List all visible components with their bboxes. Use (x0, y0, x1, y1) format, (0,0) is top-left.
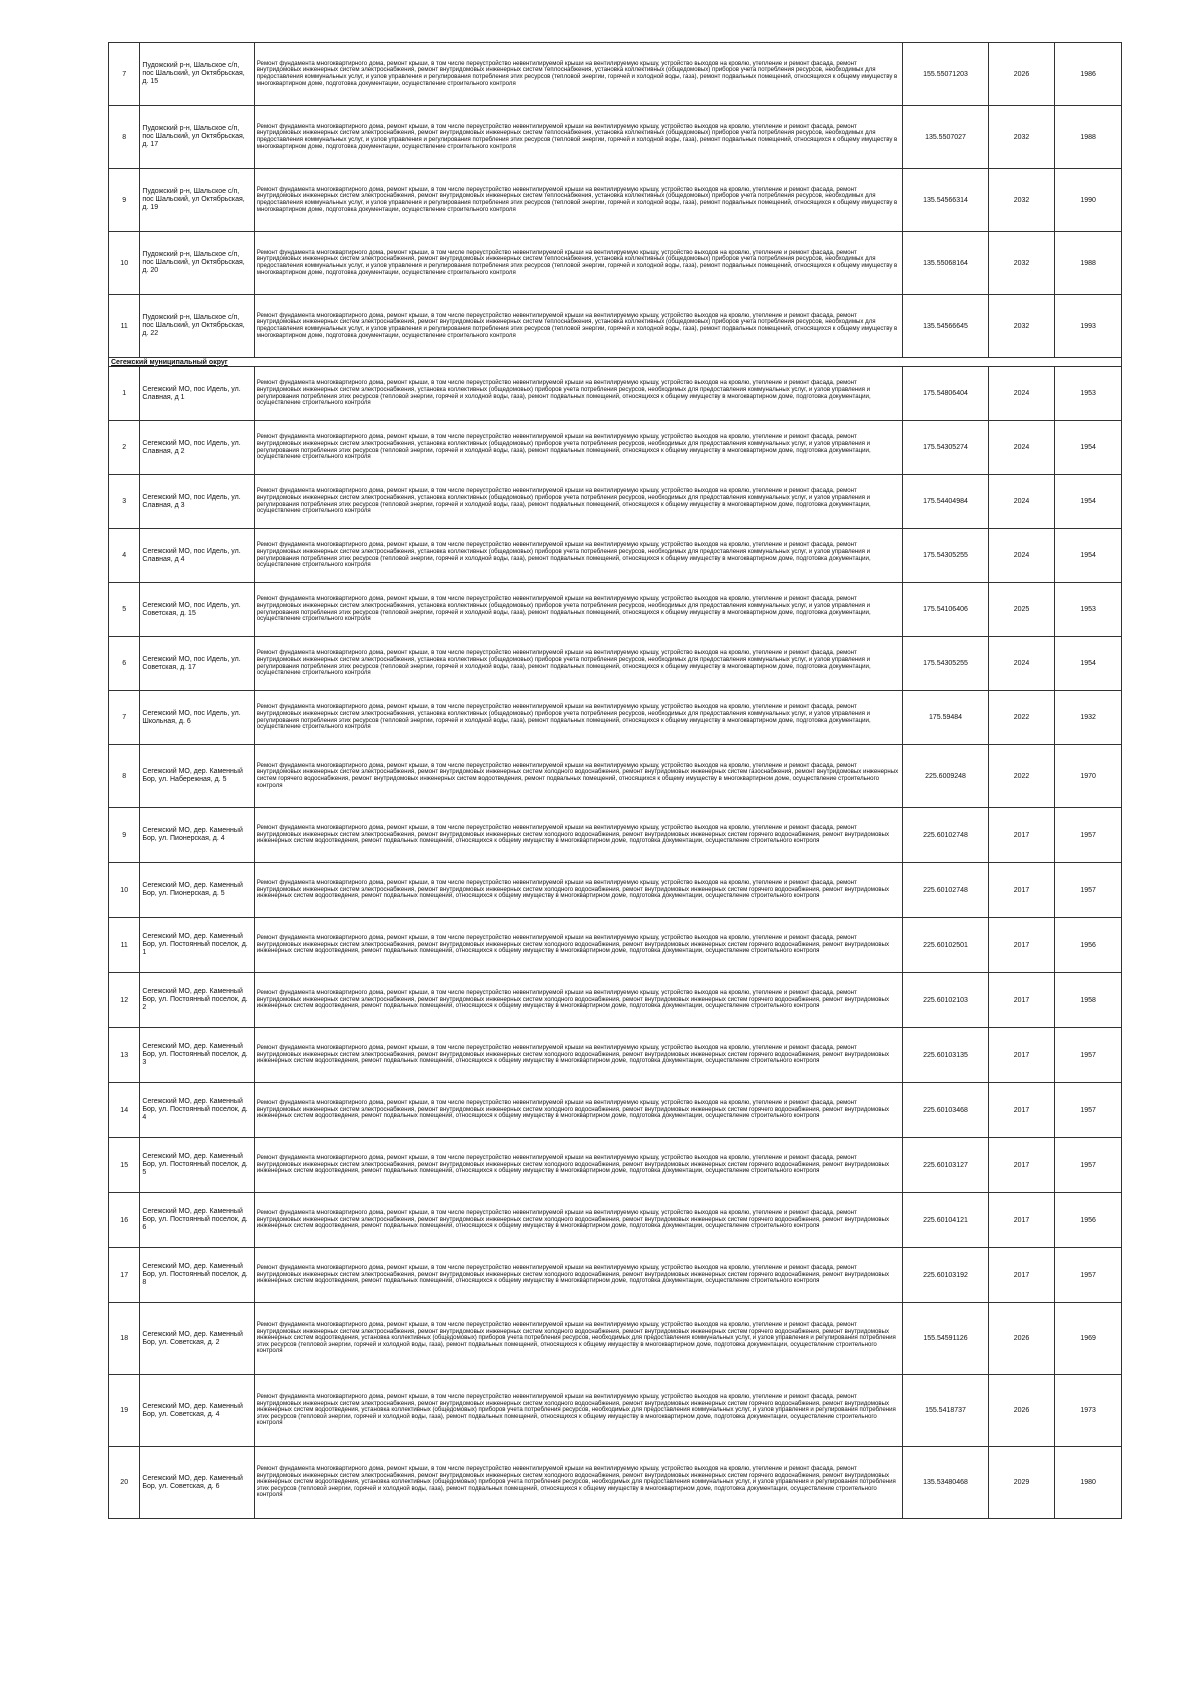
works-cell: Ремонт фундамента многоквартирного дома, ремонт крыши, в том числе переустройство невентилируемой крыши на вентилируемую крышу, устройство выходов на кровлю, утепление и ремонт фасада, ремонт внутридомовых инженерных систем электроснабжения, ремонт внутридомовых инженерных систем холодного водоснабжения, ремонт внутридомовых инженерных систем горячего водоснабжения, ремонт внутридомовых инженерных систем водоотведения, ремонт подвальных помещений, относящихся к общему имуществу в многоквартирном доме, подготовка документации, осуществление строительного контроля (254, 1138, 903, 1193)
address-cell: Сегежский МО, пос Идель, ул. Славная, д 3 (140, 475, 254, 529)
works-cell: Ремонт фундамента многоквартирного дома, ремонт крыши, в том числе переустройство невентилируемой крыши на вентилируемую крышу, устройство выходов на кровлю, утепление и ремонт фасада, ремонт внутридомовых инженерных систем электроснабжения, ремонт внутридомовых инженерных систем холодного водоснабжения, ремонт внутридомовых инженерных систем горячего водоснабжения, ремонт внутридомовых инженерных систем водоотведения, ремонт подвальных помещений, относящихся к общему имуществу в многоквартирном доме, подготовка документации, осуществление строительного контроля (254, 1028, 903, 1083)
row-number-cell: 2 (109, 421, 140, 475)
table-row (109, 1138, 1122, 1193)
address-cell: Сегежский МО, дер. Каменный Бор, ул. Набережная, д. 5 (140, 745, 254, 808)
cadastral-number-cell: 225.60103192 (903, 1248, 988, 1303)
row-number-cell: 9 (109, 169, 140, 232)
row-number-cell: 13 (109, 1028, 140, 1083)
cadastral-number-cell: 135.53480468 (903, 1447, 988, 1519)
cadastral-number-cell: 225.60102103 (903, 973, 988, 1028)
planned-year-cell: 2026 (988, 1375, 1055, 1447)
cadastral-number-cell: 175.54404984 (903, 475, 988, 529)
works-cell: Ремонт фундамента многоквартирного дома, ремонт крыши, в том числе переустройство невентилируемой крыши на вентилируемую крышу, устройство выходов на кровлю, утепление и ремонт фасада, ремонт внутридомовых инженерных систем электроснабжения, ремонт внутридомовых инженерных систем теплоснабжения, установка коллективных (общедомовых) приборов учета потребления ресурсов, необходимых для предоставления коммунальных услуг, и узлов управления и регулирования потребления этих ресурсов (тепловой энергии, горячей и холодной воды, газа), ремонт подвальных помещений, относящихся к общему имуществу в многоквартирном доме, подготовка документации, осуществление строительного контроля (254, 106, 903, 169)
table-row (109, 1083, 1122, 1138)
table-row (109, 1375, 1122, 1447)
build-year-cell: 1980 (1055, 1447, 1122, 1519)
works-cell: Ремонт фундамента многоквартирного дома, ремонт крыши, в том числе переустройство невентилируемой крыши на вентилируемую крышу, устройство выходов на кровлю, утепление и ремонт фасада, ремонт внутридомовых инженерных систем электроснабжения, ремонт внутридомовых инженерных систем холодного водоснабжения, ремонт внутридомовых инженерных систем горячего водоснабжения, ремонт внутридомовых инженерных систем водоотведения, установка коллективных (общедомовых) приборов учета потребления ресурсов, необходимых для предоставления коммунальных услуг, и узлов управления и регулирования потребления этих ресурсов (тепловой энергии, горячей и холодной воды, газа), ремонт подвальных помещений, относящихся к общему имуществу в многоквартирном доме, подготовка документации, осуществление строительного контроля (254, 1303, 903, 1375)
table-row (109, 295, 1122, 358)
row-number-cell: 6 (109, 637, 140, 691)
works-cell: Ремонт фундамента многоквартирного дома, ремонт крыши, в том числе переустройство невентилируемой крыши на вентилируемую крышу, устройство выходов на кровлю, утепление и ремонт фасада, ремонт внутридомовых инженерных систем электроснабжения, ремонт внутридомовых инженерных систем холодного водоснабжения, ремонт внутридомовых инженерных систем горячего водоснабжения, ремонт внутридомовых инженерных систем водоотведения, установка коллективных (общедомовых) приборов учета потребления ресурсов, необходимых для предоставления коммунальных услуг, и узлов управления и регулирования потребления этих ресурсов (тепловой энергии, горячей и холодной воды, газа), ремонт подвальных помещений, относящихся к общему имуществу в многоквартирном доме, подготовка документации, осуществление строительного контроля (254, 1375, 903, 1447)
address-cell: Сегежский МО, дер. Каменный Бор, ул. Постоянный поселок, д. 3 (140, 1028, 254, 1083)
document-page (108, 42, 1122, 1519)
build-year-cell: 1988 (1055, 106, 1122, 169)
build-year-cell: 1932 (1055, 691, 1122, 745)
table-row (109, 232, 1122, 295)
build-year-cell: 1957 (1055, 808, 1122, 863)
row-number-cell: 12 (109, 973, 140, 1028)
planned-year-cell: 2024 (988, 529, 1055, 583)
cadastral-number-cell: 135.54566314 (903, 169, 988, 232)
table-row (109, 1447, 1122, 1519)
build-year-cell: 1954 (1055, 421, 1122, 475)
address-cell: Сегежский МО, пос Идель, ул. Школьная, д. 6 (140, 691, 254, 745)
table-row (109, 863, 1122, 918)
address-cell: Сегежский МО, дер. Каменный Бор, ул. Пионерская, д. 4 (140, 808, 254, 863)
table-row (109, 421, 1122, 475)
cadastral-number-cell: 155.55071203 (903, 43, 988, 106)
planned-year-cell: 2017 (988, 863, 1055, 918)
row-number-cell: 20 (109, 1447, 140, 1519)
table-row (109, 1028, 1122, 1083)
cadastral-number-cell: 135.55068164 (903, 232, 988, 295)
planned-year-cell: 2017 (988, 918, 1055, 973)
build-year-cell: 1953 (1055, 367, 1122, 421)
planned-year-cell: 2032 (988, 232, 1055, 295)
table-row (109, 918, 1122, 973)
cadastral-number-cell: 175.54106406 (903, 583, 988, 637)
row-number-cell: 10 (109, 863, 140, 918)
row-number-cell: 9 (109, 808, 140, 863)
build-year-cell: 1956 (1055, 1193, 1122, 1248)
address-cell: Сегежский МО, дер. Каменный Бор, ул. Постоянный поселок, д. 4 (140, 1083, 254, 1138)
address-cell: Сегежский МО, дер. Каменный Бор, ул. Пионерская, д. 5 (140, 863, 254, 918)
row-number-cell: 4 (109, 529, 140, 583)
works-cell: Ремонт фундамента многоквартирного дома, ремонт крыши, в том числе переустройство невентилируемой крыши на вентилируемую крышу, устройство выходов на кровлю, утепление и ремонт фасада, ремонт внутридомовых инженерных систем электроснабжения, установка коллективных (общедомовых) приборов учета потребления ресурсов, необходимых для предоставления коммунальных услуг, и узлов управления и регулирования потребления этих ресурсов (тепловой энергии, горячей и холодной воды, газа), ремонт подвальных помещений, относящихся к общему имуществу в многоквартирном доме, подготовка документации, осуществление строительного контроля (254, 691, 903, 745)
row-number-cell: 16 (109, 1193, 140, 1248)
build-year-cell: 1957 (1055, 1028, 1122, 1083)
table-row (109, 169, 1122, 232)
works-cell: Ремонт фундамента многоквартирного дома, ремонт крыши, в том числе переустройство невентилируемой крыши на вентилируемую крышу, устройство выходов на кровлю, утепление и ремонт фасада, ремонт внутридомовых инженерных систем электроснабжения, ремонт внутридомовых инженерных систем холодного водоснабжения, ремонт внутридомовых инженерных систем горячего водоснабжения, ремонт внутридомовых инженерных систем водоотведения, ремонт подвальных помещений, относящихся к общему имуществу в многоквартирном доме, подготовка документации, осуществление строительного контроля (254, 1083, 903, 1138)
table-row (109, 106, 1122, 169)
build-year-cell: 1958 (1055, 973, 1122, 1028)
address-cell: Сегежский МО, дер. Каменный Бор, ул. Постоянный поселок, д. 8 (140, 1248, 254, 1303)
cadastral-number-cell: 225.60103127 (903, 1138, 988, 1193)
address-cell: Сегежский МО, дер. Каменный Бор, ул. Постоянный поселок, д. 6 (140, 1193, 254, 1248)
row-number-cell: 1 (109, 367, 140, 421)
build-year-cell: 1986 (1055, 43, 1122, 106)
build-year-cell: 1988 (1055, 232, 1122, 295)
table-row (109, 1303, 1122, 1375)
build-year-cell: 1970 (1055, 745, 1122, 808)
address-cell: Сегежский МО, дер. Каменный Бор, ул. Советская, д. 4 (140, 1375, 254, 1447)
build-year-cell: 1957 (1055, 1248, 1122, 1303)
repair-program-table (108, 42, 1122, 1519)
build-year-cell: 1993 (1055, 295, 1122, 358)
works-cell: Ремонт фундамента многоквартирного дома, ремонт крыши, в том числе переустройство невентилируемой крыши на вентилируемую крышу, устройство выходов на кровлю, утепление и ремонт фасада, ремонт внутридомовых инженерных систем электроснабжения, ремонт внутридомовых инженерных систем холодного водоснабжения, ремонт внутридомовых инженерных систем горячего водоснабжения, ремонт внутридомовых инженерных систем водоотведения, ремонт подвальных помещений, относящихся к общему имуществу в многоквартирном доме, подготовка документации, осуществление строительного контроля (254, 973, 903, 1028)
row-number-cell: 11 (109, 918, 140, 973)
cadastral-number-cell: 175.59484 (903, 691, 988, 745)
cadastral-number-cell: 155.5418737 (903, 1375, 988, 1447)
planned-year-cell: 2022 (988, 691, 1055, 745)
row-number-cell: 7 (109, 43, 140, 106)
row-number-cell: 11 (109, 295, 140, 358)
planned-year-cell: 2026 (988, 43, 1055, 106)
build-year-cell: 1957 (1055, 1083, 1122, 1138)
planned-year-cell: 2032 (988, 295, 1055, 358)
table-row (109, 529, 1122, 583)
table-row (109, 583, 1122, 637)
build-year-cell: 1973 (1055, 1375, 1122, 1447)
cadastral-number-cell: 225.60104121 (903, 1193, 988, 1248)
planned-year-cell: 2022 (988, 745, 1055, 808)
table-row (109, 43, 1122, 106)
row-number-cell: 14 (109, 1083, 140, 1138)
row-number-cell: 18 (109, 1303, 140, 1375)
address-cell: Пудожский р-н, Шальское с/п, пос Шальский, ул Октябрьская, д. 22 (140, 295, 254, 358)
works-cell: Ремонт фундамента многоквартирного дома, ремонт крыши, в том числе переустройство невентилируемой крыши на вентилируемую крышу, устройство выходов на кровлю, утепление и ремонт фасада, ремонт внутридомовых инженерных систем электроснабжения, установка коллективных (общедомовых) приборов учета потребления ресурсов, необходимых для предоставления коммунальных услуг, и узлов управления и регулирования потребления этих ресурсов (тепловой энергии, горячей и холодной воды, газа), ремонт подвальных помещений, относящихся к общему имуществу в многоквартирном доме, подготовка документации, осуществление строительного контроля (254, 421, 903, 475)
planned-year-cell: 2032 (988, 106, 1055, 169)
build-year-cell: 1957 (1055, 863, 1122, 918)
planned-year-cell: 2017 (988, 973, 1055, 1028)
planned-year-cell: 2026 (988, 1303, 1055, 1375)
address-cell: Сегежский МО, дер. Каменный Бор, ул. Советская, д. 2 (140, 1303, 254, 1375)
works-cell: Ремонт фундамента многоквартирного дома, ремонт крыши, в том числе переустройство невентилируемой крыши на вентилируемую крышу, устройство выходов на кровлю, утепление и ремонт фасада, ремонт внутридомовых инженерных систем электроснабжения, установка коллективных (общедомовых) приборов учета потребления ресурсов, необходимых для предоставления коммунальных услуг, и узлов управления и регулирования потребления этих ресурсов (тепловой энергии, горячей и холодной воды, газа), ремонт подвальных помещений, относящихся к общему имуществу в многоквартирном доме, подготовка документации, осуществление строительного контроля (254, 583, 903, 637)
build-year-cell: 1954 (1055, 529, 1122, 583)
row-number-cell: 8 (109, 745, 140, 808)
address-cell: Сегежский МО, пос Идель, ул. Советская, д. 17 (140, 637, 254, 691)
works-cell: Ремонт фундамента многоквартирного дома, ремонт крыши, в том числе переустройство невентилируемой крыши на вентилируемую крышу, устройство выходов на кровлю, утепление и ремонт фасада, ремонт внутридомовых инженерных систем электроснабжения, установка коллективных (общедомовых) приборов учета потребления ресурсов, необходимых для предоставления коммунальных услуг, и узлов управления и регулирования потребления этих ресурсов (тепловой энергии, горячей и холодной воды, газа), ремонт подвальных помещений, относящихся к общему имуществу в многоквартирном доме, подготовка документации, осуществление строительного контроля (254, 367, 903, 421)
cadastral-number-cell: 175.54806404 (903, 367, 988, 421)
cadastral-number-cell: 225.60103135 (903, 1028, 988, 1083)
row-number-cell: 7 (109, 691, 140, 745)
table-row (109, 475, 1122, 529)
table-row (109, 367, 1122, 421)
build-year-cell: 1969 (1055, 1303, 1122, 1375)
works-cell: Ремонт фундамента многоквартирного дома, ремонт крыши, в том числе переустройство невентилируемой крыши на вентилируемую крышу, устройство выходов на кровлю, утепление и ремонт фасада, ремонт внутридомовых инженерных систем электроснабжения, установка коллективных (общедомовых) приборов учета потребления ресурсов, необходимых для предоставления коммунальных услуг, и узлов управления и регулирования потребления этих ресурсов (тепловой энергии, горячей и холодной воды, газа), ремонт подвальных помещений, относящихся к общему имуществу в многоквартирном доме, подготовка документации, осуществление строительного контроля (254, 475, 903, 529)
address-cell: Пудожский р-н, Шальское с/п, пос Шальский, ул Октябрьская, д. 19 (140, 169, 254, 232)
address-cell: Сегежский МО, пос Идель, ул. Советская, д. 15 (140, 583, 254, 637)
cadastral-number-cell: 225.60102501 (903, 918, 988, 973)
planned-year-cell: 2017 (988, 1028, 1055, 1083)
works-cell: Ремонт фундамента многоквартирного дома, ремонт крыши, в том числе переустройство невентилируемой крыши на вентилируемую крышу, устройство выходов на кровлю, утепление и ремонт фасада, ремонт внутридомовых инженерных систем электроснабжения, ремонт внутридомовых инженерных систем холодного водоснабжения, ремонт внутридомовых инженерных систем горячего водоснабжения, ремонт внутридомовых инженерных систем водоотведения, ремонт подвальных помещений, относящихся к общему имуществу в многоквартирном доме, подготовка документации, осуществление строительного контроля (254, 918, 903, 973)
works-cell: Ремонт фундамента многоквартирного дома, ремонт крыши, в том числе переустройство невентилируемой крыши на вентилируемую крышу, устройство выходов на кровлю, утепление и ремонт фасада, ремонт внутридомовых инженерных систем электроснабжения, ремонт внутридомовых инженерных систем теплоснабжения, установка коллективных (общедомовых) приборов учета потребления ресурсов, необходимых для предоставления коммунальных услуг, и узлов управления и регулирования потребления этих ресурсов (тепловой энергии, горячей и холодной воды, газа), ремонт подвальных помещений, относящихся к общему имуществу в многоквартирном доме, подготовка документации, осуществление строительного контроля (254, 232, 903, 295)
table-row (109, 1248, 1122, 1303)
works-cell: Ремонт фундамента многоквартирного дома, ремонт крыши, в том числе переустройство невентилируемой крыши на вентилируемую крышу, устройство выходов на кровлю, утепление и ремонт фасада, ремонт внутридомовых инженерных систем электроснабжения, ремонт внутридомовых инженерных систем холодного водоснабжения, ремонт внутридомовых инженерных систем горячего водоснабжения, ремонт внутридомовых инженерных систем водоотведения, ремонт подвальных помещений, относящихся к общему имуществу в многоквартирном доме, подготовка документации, осуществление строительного контроля (254, 863, 903, 918)
cadastral-number-cell: 225.60102748 (903, 863, 988, 918)
build-year-cell: 1957 (1055, 1138, 1122, 1193)
works-cell: Ремонт фундамента многоквартирного дома, ремонт крыши, в том числе переустройство невентилируемой крыши на вентилируемую крышу, устройство выходов на кровлю, утепление и ремонт фасада, ремонт внутридомовых инженерных систем электроснабжения, ремонт внутридомовых инженерных систем холодного водоснабжения, ремонт внутридомовых инженерных систем горячего водоснабжения, ремонт внутридомовых инженерных систем водоотведения, ремонт подвальных помещений, относящихся к общему имуществу в многоквартирном доме, подготовка документации, осуществление строительного контроля (254, 1193, 903, 1248)
planned-year-cell: 2017 (988, 808, 1055, 863)
works-cell: Ремонт фундамента многоквартирного дома, ремонт крыши, в том числе переустройство невентилируемой крыши на вентилируемую крышу, устройство выходов на кровлю, утепление и ремонт фасада, ремонт внутридомовых инженерных систем электроснабжения, ремонт внутридомовых инженерных систем холодного водоснабжения, ремонт внутридомовых инженерных систем газоснабжения, ремонт внутридомовых инженерных систем горячего водоснабжения, ремонт внутридомовых инженерных систем водоотведения, ремонт подвальных помещений, относящихся к общему имуществу в многоквартирном доме, осуществление строительного контроля (254, 745, 903, 808)
cadastral-number-cell: 225.60102748 (903, 808, 988, 863)
cadastral-number-cell: 135.5507027 (903, 106, 988, 169)
table-row (109, 808, 1122, 863)
address-cell: Сегежский МО, дер. Каменный Бор, ул. Постоянный поселок, д. 1 (140, 918, 254, 973)
row-number-cell: 17 (109, 1248, 140, 1303)
build-year-cell: 1953 (1055, 583, 1122, 637)
build-year-cell: 1954 (1055, 637, 1122, 691)
planned-year-cell: 2024 (988, 367, 1055, 421)
works-cell: Ремонт фундамента многоквартирного дома, ремонт крыши, в том числе переустройство невентилируемой крыши на вентилируемую крышу, устройство выходов на кровлю, утепление и ремонт фасада, ремонт внутридомовых инженерных систем электроснабжения, установка коллективных (общедомовых) приборов учета потребления ресурсов, необходимых для предоставления коммунальных услуг, и узлов управления и регулирования потребления этих ресурсов (тепловой энергии, горячей и холодной воды, газа), ремонт подвальных помещений, относящихся к общему имуществу в многоквартирном доме, подготовка документации, осуществление строительного контроля (254, 529, 903, 583)
works-cell: Ремонт фундамента многоквартирного дома, ремонт крыши, в том числе переустройство невентилируемой крыши на вентилируемую крышу, устройство выходов на кровлю, утепление и ремонт фасада, ремонт внутридомовых инженерных систем электроснабжения, ремонт внутридомовых инженерных систем холодного водоснабжения, ремонт внутридомовых инженерных систем горячего водоснабжения, ремонт внутридомовых инженерных систем водоотведения, ремонт подвальных помещений, относящихся к общему имуществу в многоквартирном доме, подготовка документации, осуществление строительного контроля (254, 808, 903, 863)
cadastral-number-cell: 175.54305255 (903, 637, 988, 691)
cadastral-number-cell: 175.54305274 (903, 421, 988, 475)
works-cell: Ремонт фундамента многоквартирного дома, ремонт крыши, в том числе переустройство невентилируемой крыши на вентилируемую крышу, устройство выходов на кровлю, утепление и ремонт фасада, ремонт внутридомовых инженерных систем электроснабжения, ремонт внутридомовых инженерных систем теплоснабжения, установка коллективных (общедомовых) приборов учета потребления ресурсов, необходимых для предоставления коммунальных услуг, и узлов управления и регулирования потребления этих ресурсов (тепловой энергии, горячей и холодной воды, газа), ремонт подвальных помещений, относящихся к общему имуществу в многоквартирном доме, подготовка документации, осуществление строительного контроля (254, 295, 903, 358)
address-cell: Сегежский МО, пос Идель, ул. Славная, д 4 (140, 529, 254, 583)
cadastral-number-cell: 135.54566645 (903, 295, 988, 358)
planned-year-cell: 2024 (988, 475, 1055, 529)
works-cell: Ремонт фундамента многоквартирного дома, ремонт крыши, в том числе переустройство невентилируемой крыши на вентилируемую крышу, устройство выходов на кровлю, утепление и ремонт фасада, ремонт внутридомовых инженерных систем электроснабжения, ремонт внутридомовых инженерных систем теплоснабжения, установка коллективных (общедомовых) приборов учета потребления ресурсов, необходимых для предоставления коммунальных услуг, и узлов управления и регулирования потребления этих ресурсов (тепловой энергии, горячей и холодной воды, газа), ремонт подвальных помещений, относящихся к общему имуществу в многоквартирном доме, подготовка документации, осуществление строительного контроля (254, 43, 903, 106)
address-cell: Сегежский МО, дер. Каменный Бор, ул. Постоянный поселок, д. 2 (140, 973, 254, 1028)
build-year-cell: 1954 (1055, 475, 1122, 529)
planned-year-cell: 2024 (988, 637, 1055, 691)
planned-year-cell: 2025 (988, 583, 1055, 637)
planned-year-cell: 2032 (988, 169, 1055, 232)
section-header-row (109, 358, 1122, 367)
works-cell: Ремонт фундамента многоквартирного дома, ремонт крыши, в том числе переустройство невентилируемой крыши на вентилируемую крышу, устройство выходов на кровлю, утепление и ремонт фасада, ремонт внутридомовых инженерных систем электроснабжения, ремонт внутридомовых инженерных систем теплоснабжения, установка коллективных (общедомовых) приборов учета потребления ресурсов, необходимых для предоставления коммунальных услуг, и узлов управления и регулирования потребления этих ресурсов (тепловой энергии, горячей и холодной воды, газа), ремонт подвальных помещений, относящихся к общему имуществу в многоквартирном доме, подготовка документации, осуществление строительного контроля (254, 169, 903, 232)
section-title: Сегежский муниципальный округ (109, 358, 1122, 367)
row-number-cell: 3 (109, 475, 140, 529)
row-number-cell: 19 (109, 1375, 140, 1447)
address-cell: Пудожский р-н, Шальское с/п, пос Шальский, ул Октябрьская, д. 15 (140, 43, 254, 106)
table-row (109, 691, 1122, 745)
planned-year-cell: 2029 (988, 1447, 1055, 1519)
planned-year-cell: 2017 (988, 1083, 1055, 1138)
planned-year-cell: 2024 (988, 421, 1055, 475)
works-cell: Ремонт фундамента многоквартирного дома, ремонт крыши, в том числе переустройство невентилируемой крыши на вентилируемую крышу, устройство выходов на кровлю, утепление и ремонт фасада, ремонт внутридомовых инженерных систем электроснабжения, ремонт внутридомовых инженерных систем холодного водоснабжения, ремонт внутридомовых инженерных систем горячего водоснабжения, ремонт внутридомовых инженерных систем водоотведения, установка коллективных (общедомовых) приборов учета потребления ресурсов, необходимых для предоставления коммунальных услуг, и узлов управления и регулирования потребления этих ресурсов (тепловой энергии, горячей и холодной воды, газа), ремонт подвальных помещений, относящихся к общему имуществу в многоквартирном доме, подготовка документации, осуществление строительного контроля (254, 1447, 903, 1519)
row-number-cell: 5 (109, 583, 140, 637)
row-number-cell: 10 (109, 232, 140, 295)
address-cell: Пудожский р-н, Шальское с/п, пос Шальский, ул Октябрьская, д. 20 (140, 232, 254, 295)
planned-year-cell: 2017 (988, 1193, 1055, 1248)
row-number-cell: 15 (109, 1138, 140, 1193)
address-cell: Сегежский МО, дер. Каменный Бор, ул. Советская, д. 6 (140, 1447, 254, 1519)
table-row (109, 745, 1122, 808)
table-row (109, 1193, 1122, 1248)
cadastral-number-cell: 175.54305255 (903, 529, 988, 583)
table-body (109, 43, 1122, 1519)
address-cell: Пудожский р-н, Шальское с/п, пос Шальский, ул Октябрьская, д. 17 (140, 106, 254, 169)
works-cell: Ремонт фундамента многоквартирного дома, ремонт крыши, в том числе переустройство невентилируемой крыши на вентилируемую крышу, устройство выходов на кровлю, утепление и ремонт фасада, ремонт внутридомовых инженерных систем электроснабжения, установка коллективных (общедомовых) приборов учета потребления ресурсов, необходимых для предоставления коммунальных услуг, и узлов управления и регулирования потребления этих ресурсов (тепловой энергии, горячей и холодной воды, газа), ремонт подвальных помещений, относящихся к общему имуществу в многоквартирном доме, подготовка документации, осуществление строительного контроля (254, 637, 903, 691)
build-year-cell: 1956 (1055, 918, 1122, 973)
cadastral-number-cell: 155.54591126 (903, 1303, 988, 1375)
planned-year-cell: 2017 (988, 1248, 1055, 1303)
table-row (109, 637, 1122, 691)
address-cell: Сегежский МО, пос Идель, ул. Славная, д 1 (140, 367, 254, 421)
works-cell: Ремонт фундамента многоквартирного дома, ремонт крыши, в том числе переустройство невентилируемой крыши на вентилируемую крышу, устройство выходов на кровлю, утепление и ремонт фасада, ремонт внутридомовых инженерных систем электроснабжения, ремонт внутридомовых инженерных систем холодного водоснабжения, ремонт внутридомовых инженерных систем горячего водоснабжения, ремонт внутридомовых инженерных систем водоотведения, ремонт подвальных помещений, относящихся к общему имуществу в многоквартирном доме, подготовка документации, осуществление строительного контроля (254, 1248, 903, 1303)
build-year-cell: 1990 (1055, 169, 1122, 232)
table-row (109, 973, 1122, 1028)
cadastral-number-cell: 225.60103468 (903, 1083, 988, 1138)
address-cell: Сегежский МО, пос Идель, ул. Славная, д 2 (140, 421, 254, 475)
row-number-cell: 8 (109, 106, 140, 169)
cadastral-number-cell: 225.6009248 (903, 745, 988, 808)
address-cell: Сегежский МО, дер. Каменный Бор, ул. Постоянный поселок, д. 5 (140, 1138, 254, 1193)
planned-year-cell: 2017 (988, 1138, 1055, 1193)
